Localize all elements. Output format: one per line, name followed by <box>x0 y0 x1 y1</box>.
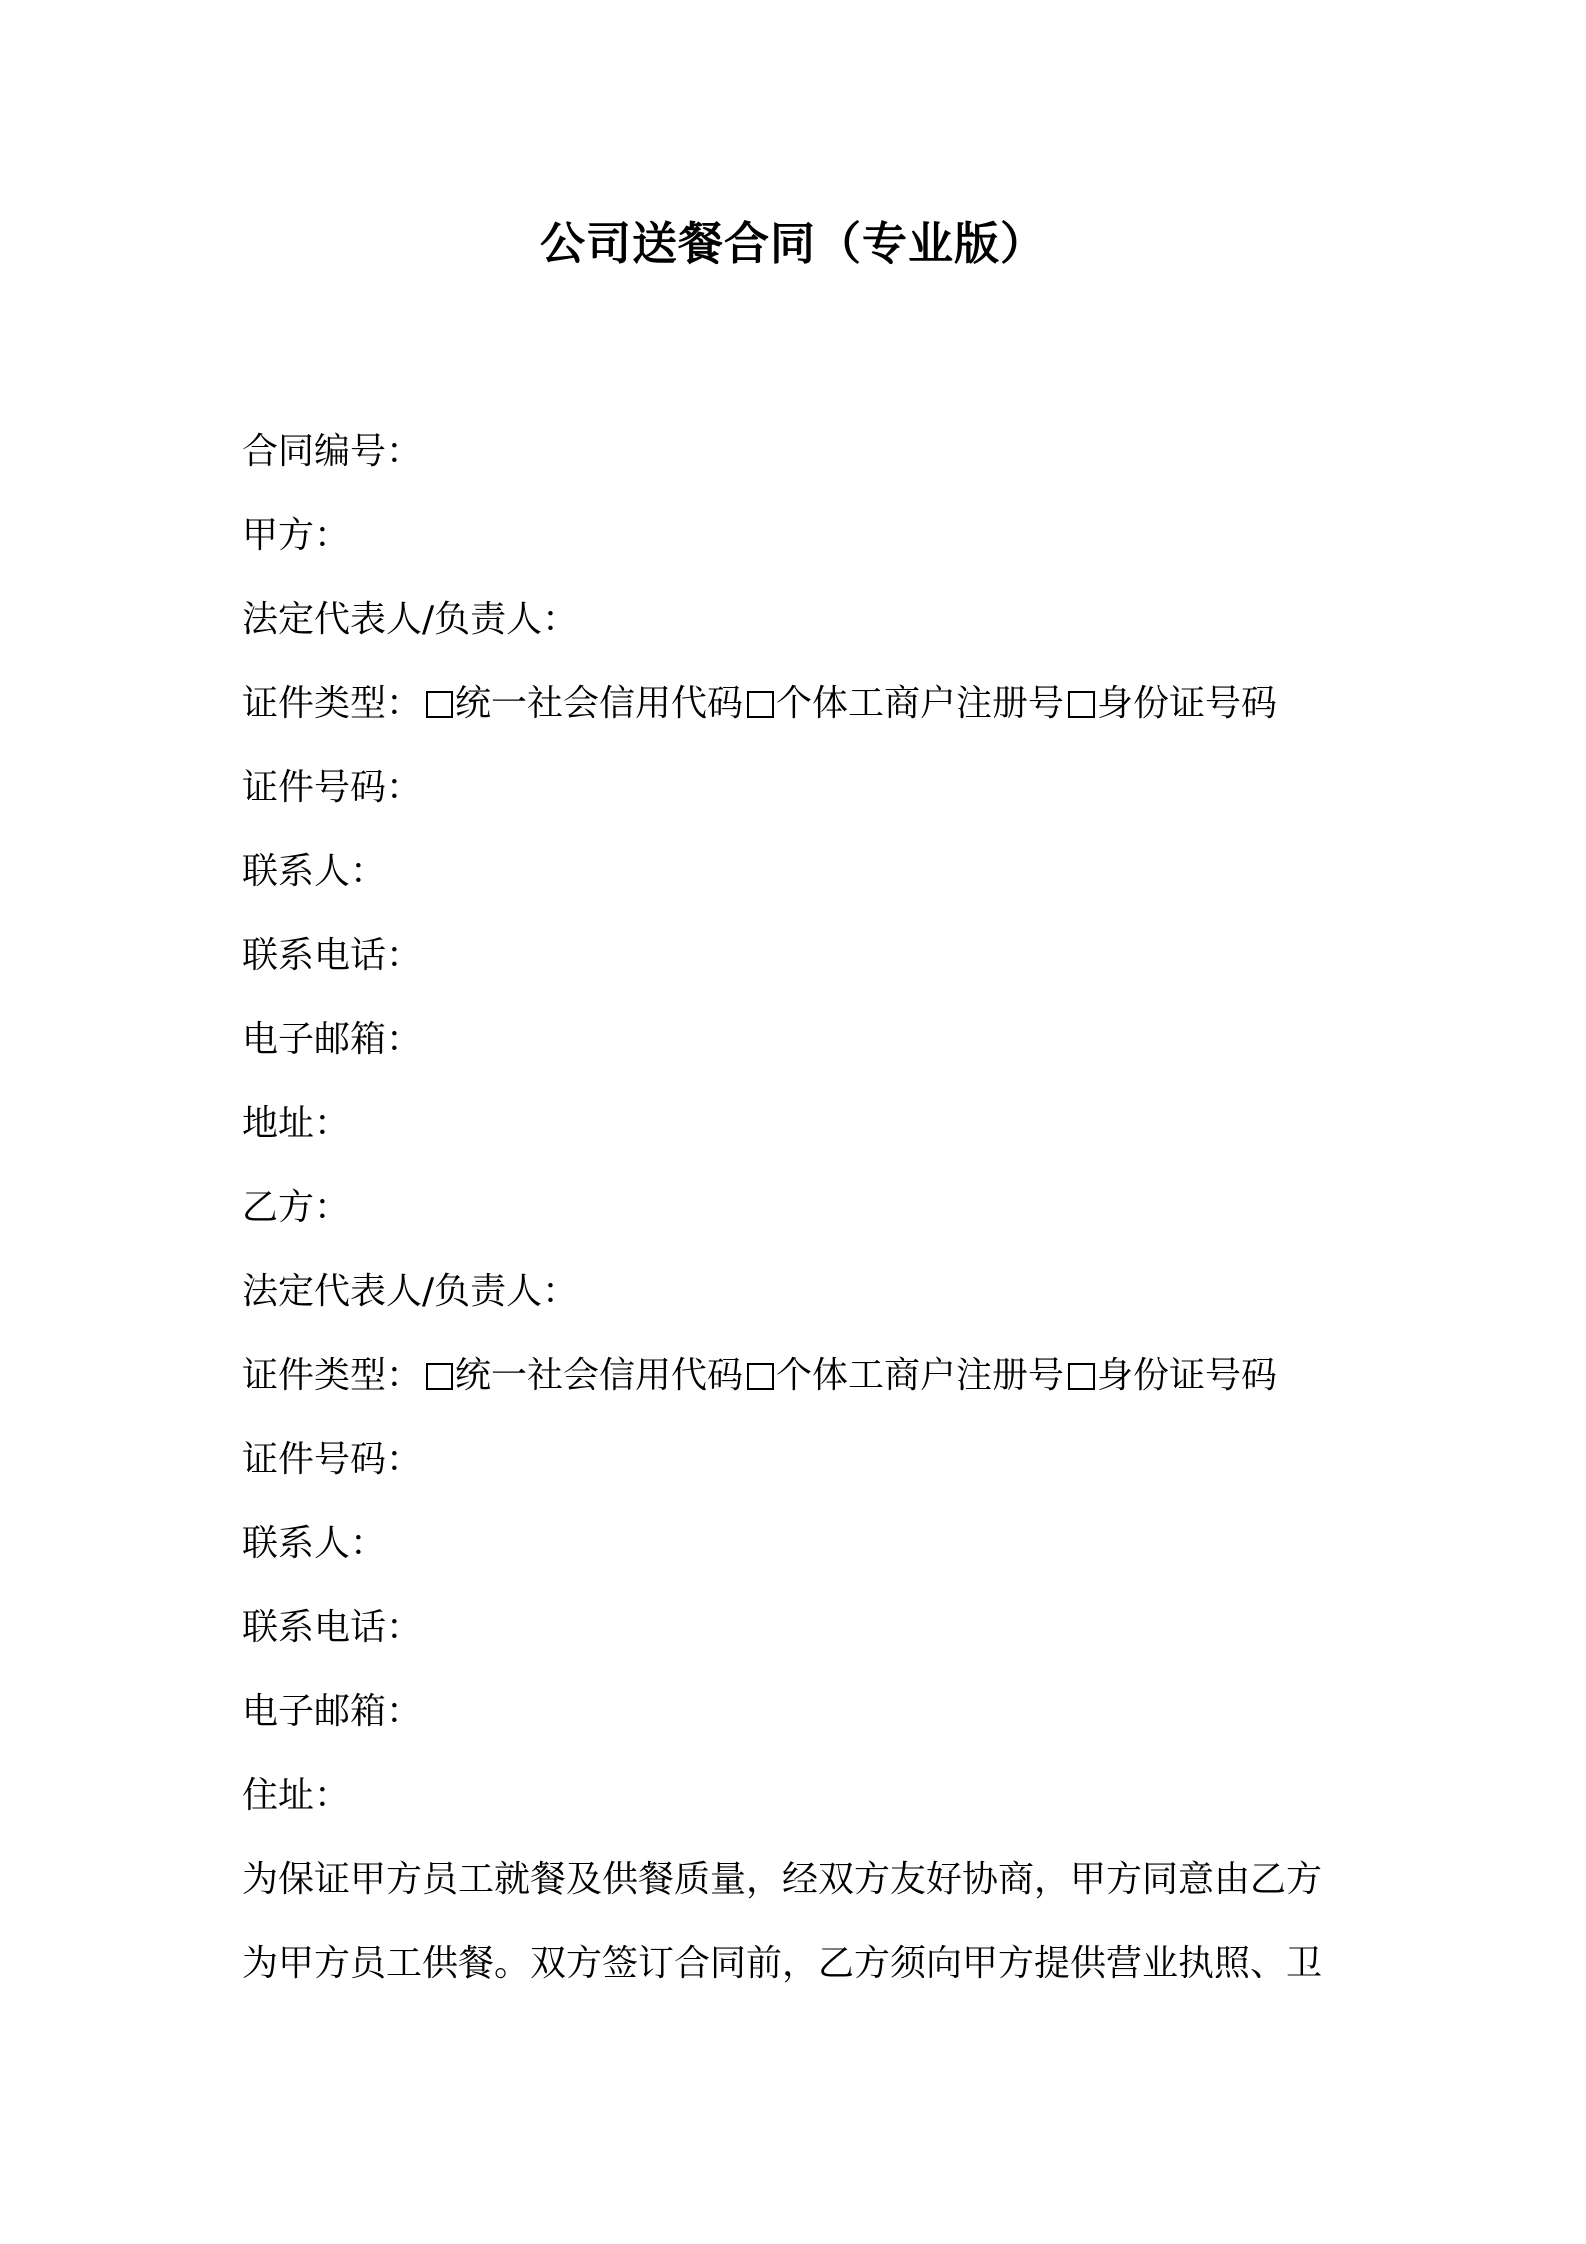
field-label: 证件类型： <box>242 683 423 724</box>
checkbox[interactable] <box>1068 1363 1095 1390</box>
checkbox[interactable] <box>426 1363 453 1390</box>
field-label: 合同编号： <box>242 431 423 472</box>
party-b-phone-line <box>242 1586 1362 1670</box>
party-a-phone-line <box>242 914 1362 998</box>
party-b-email-line <box>242 1670 1362 1754</box>
party-b-address-line <box>242 1754 1362 1838</box>
checkbox-label: 统一社会信用代码 <box>455 683 744 724</box>
party-b-id-type-line <box>242 1334 1362 1418</box>
field-label: 证件类型： <box>242 1355 423 1396</box>
field-label: 乙方： <box>242 1187 351 1228</box>
field-label: 证件号码： <box>242 1439 423 1480</box>
field-label: 甲方： <box>242 515 351 556</box>
field-label: 证件号码： <box>242 767 423 808</box>
contract-fields <box>242 410 1362 2006</box>
party-b-id-number-line <box>242 1418 1362 1502</box>
contract-intro-paragraph: 为保证甲方员工就餐及供餐质量，经双方友好协商，甲方同意由乙方为甲方员工供餐。双方签订合同前，乙方须向甲方提供营业执照、卫 <box>242 1859 1323 1984</box>
field-label: 法定代表人/负责人： <box>242 599 579 640</box>
party-a-contact-line <box>242 830 1362 914</box>
checkbox-label: 个体工商户注册号 <box>776 1355 1065 1396</box>
field-label: 法定代表人/负责人： <box>242 1271 579 1312</box>
field-label: 电子邮箱： <box>242 1019 423 1060</box>
party-a-address-line <box>242 1082 1362 1166</box>
checkbox-label: 统一社会信用代码 <box>455 1355 744 1396</box>
field-label: 联系人： <box>242 1523 387 1564</box>
checkbox[interactable] <box>426 691 453 718</box>
checkbox-label: 个体工商户注册号 <box>776 683 1065 724</box>
field-label: 地址： <box>242 1103 351 1144</box>
party-b-contact-line <box>242 1502 1362 1586</box>
party-a-email-line <box>242 998 1362 1082</box>
checkbox[interactable] <box>1068 691 1095 718</box>
contract-number-line <box>242 410 1362 494</box>
party-a-line <box>242 494 1362 578</box>
field-label: 联系人： <box>242 851 387 892</box>
party-b-representative-line <box>242 1250 1362 1334</box>
field-label: 电子邮箱： <box>242 1691 423 1732</box>
party-b-line <box>242 1166 1362 1250</box>
document-title: 公司送餐合同（专业版） <box>539 217 1046 270</box>
field-label: 联系电话： <box>242 1607 423 1648</box>
checkbox[interactable] <box>747 1363 774 1390</box>
checkbox-label: 身份证号码 <box>1097 683 1278 724</box>
field-label: 联系电话： <box>242 935 423 976</box>
checkbox[interactable] <box>747 691 774 718</box>
party-a-id-number-line <box>242 746 1362 830</box>
party-a-id-type-line <box>242 662 1362 746</box>
party-a-representative-line <box>242 578 1362 662</box>
checkbox-label: 身份证号码 <box>1097 1355 1278 1396</box>
field-label: 住址： <box>242 1775 351 1816</box>
